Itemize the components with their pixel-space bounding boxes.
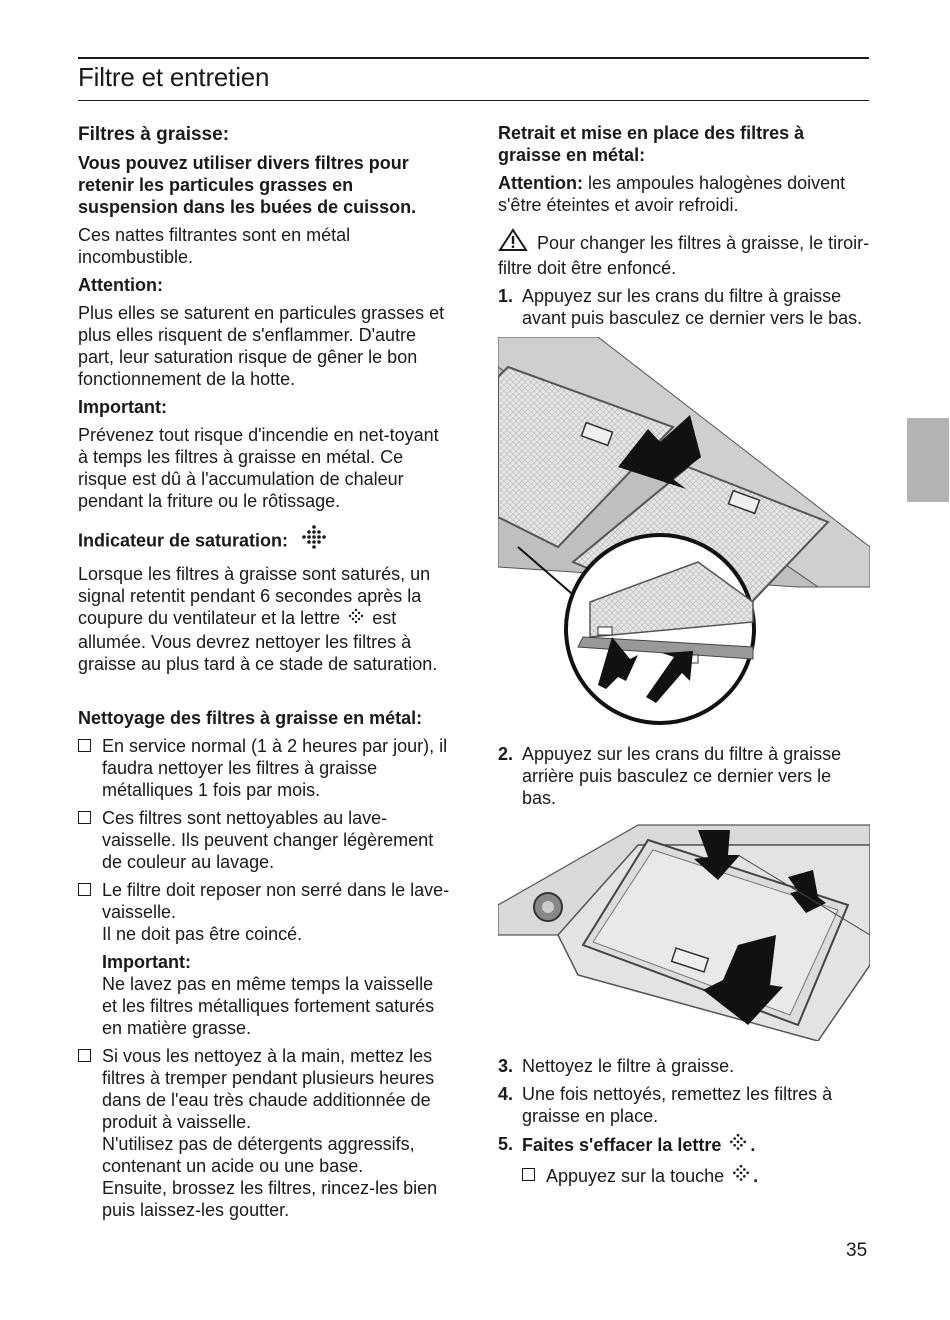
checkbox-bullet-icon bbox=[78, 1049, 91, 1062]
list-item: Ces filtres sont nettoyables au lave-vaisselle. Ils peuvent changer légèrement de couleur au lavage. bbox=[78, 807, 453, 873]
checkbox-bullet-icon bbox=[78, 811, 91, 824]
warning-paragraph: Pour changer les filtres à graisse, le tiroir-filtre doit être enfoncé. bbox=[498, 228, 870, 279]
saturation-indicator-icon bbox=[347, 608, 365, 631]
front-filter-illustration bbox=[498, 337, 870, 729]
list-item: En service normal (1 à 2 heures par jour), il faudra nettoyer les filtres à graisse métalliques 1 fois par mois. bbox=[78, 735, 453, 801]
step-item: 3. Nettoyez le filtre à graisse. bbox=[498, 1056, 735, 1076]
indicator-text: Lorsque les filtres à graisse sont saturés, un signal retentit pendant 6 secondes après la coupure du ventilateur et la lettre est allumée. Vous devrez nettoyer les filtres à graisse au plus tard à ce stade de saturation. bbox=[78, 564, 438, 674]
checkbox-bullet-icon bbox=[78, 739, 91, 752]
saturation-indicator-icon bbox=[299, 524, 329, 559]
attention-text: Plus elles se saturent en particules grasses et plus elles risquent de s'enflammer. D'autre part, leur saturation risque de gêner le bon fonctionnement de la hotte. bbox=[78, 303, 445, 389]
step-item: 4. Une fois nettoyés, remettez les filtres à graisse en place. bbox=[498, 1084, 833, 1126]
checkbox-bullet-icon bbox=[78, 883, 91, 896]
page-title: Filtre et entretien bbox=[78, 62, 270, 92]
saturation-indicator-icon bbox=[728, 1133, 748, 1158]
page-number: 35 bbox=[846, 1240, 868, 1261]
step-item: 2. Appuyez sur les crans du filtre à graisse arrière puis basculez ce dernier vers le bas. bbox=[498, 744, 842, 808]
attention-paragraph: Attention: les ampoules halogènes doivent s'être éteintes et avoir refroidi. bbox=[498, 173, 846, 215]
warning-triangle-icon bbox=[498, 228, 528, 257]
steps-list bbox=[498, 285, 870, 329]
list-item: Si vous les nettoyez à la main, mettez les filtres à tremper pendant plusieurs heures dans de l'eau très chaude additionnée de produit à vaisselle. N'utilisez pas de détergents aggressifs, contenant un acide ou une base. Ensuite, brossez les filtres, rincez-les bien puis laissez-les goutter. bbox=[78, 1045, 453, 1221]
important-text: Prévenez tout risque d'incendie en net-toyant à temps les filtres à graisse en métal. Ce risque est dû à l'accumulation de chaleur pendant la friture ou le rôtissage. bbox=[78, 425, 439, 511]
section-tab-marker bbox=[907, 418, 949, 502]
step-item: 1. Appuyez sur les crans du filtre à graisse avant puis basculez ce dernier vers le bas. bbox=[498, 286, 863, 328]
steps-list bbox=[498, 743, 870, 809]
bullet-important: Important: Ne lavez pas en même temps la vaisselle et les filtres métalliques fortement saturés en matière grasse. bbox=[102, 952, 435, 1038]
cleaning-heading: Nettoyage des filtres à graisse en métal: bbox=[78, 708, 423, 728]
step-item: 5. Faites s'effacer la lettre . bbox=[498, 1133, 870, 1158]
rear-filter-illustration bbox=[498, 815, 870, 1041]
saturation-indicator-icon bbox=[731, 1164, 751, 1189]
list-item: Le filtre doit reposer non serré dans le lave-vaisselle. Il ne doit pas être coincé. Important: Ne lavez pas en même temps la vaisselle et les filtres métalliques fortement saturés en matière grasse. bbox=[78, 879, 453, 1039]
cleaning-list bbox=[78, 735, 453, 1221]
step5-sublist bbox=[522, 1164, 870, 1189]
section-title-removal: Retrait et mise en place des filtres à graisse en métal: bbox=[498, 123, 805, 165]
list-item: Appuyez sur la touche . bbox=[522, 1164, 870, 1189]
right-column bbox=[498, 122, 870, 1195]
intro-text: Ces nattes filtrantes sont en métal incombustible. bbox=[78, 225, 351, 267]
attention-label: Attention: bbox=[78, 275, 163, 295]
intro-bold: Vous pouvez utiliser divers filtres pour retenir les particules grasses en suspension dans les buées de cuisson. bbox=[78, 153, 417, 217]
top-rule bbox=[78, 57, 869, 59]
checkbox-bullet-icon bbox=[522, 1168, 535, 1181]
steps-list bbox=[498, 1055, 870, 1158]
header-rule bbox=[78, 100, 869, 101]
indicator-label: Indicateur de saturation: bbox=[78, 530, 289, 551]
indicator-heading bbox=[78, 524, 453, 559]
section-title-grease-filters: Filtres à graisse: bbox=[78, 124, 230, 145]
important-label: Important: bbox=[78, 397, 167, 417]
left-column bbox=[78, 122, 453, 1227]
